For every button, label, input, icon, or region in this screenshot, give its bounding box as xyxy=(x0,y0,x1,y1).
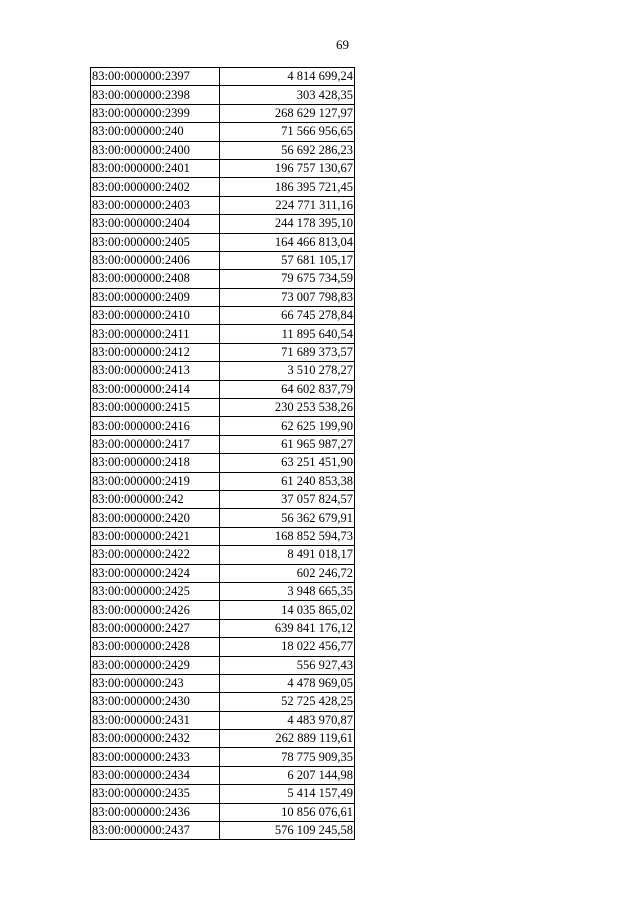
cadastral-number-cell: 83:00:000000:2399 xyxy=(91,104,220,122)
cadastral-number-cell: 83:00:000000:240 xyxy=(91,123,220,141)
cadastral-value-cell: 8 491 018,17 xyxy=(220,546,355,564)
cadastral-value-cell: 168 852 594,73 xyxy=(220,527,355,545)
cadastral-number-cell: 83:00:000000:2437 xyxy=(91,822,220,840)
cadastral-value-cell: 10 856 076,61 xyxy=(220,803,355,821)
cadastral-value-cell: 62 625 199,90 xyxy=(220,417,355,435)
cadastral-number-cell: 83:00:000000:2427 xyxy=(91,619,220,637)
cadastral-number-cell: 83:00:000000:2418 xyxy=(91,454,220,472)
cadastral-value-cell: 268 629 127,97 xyxy=(220,104,355,122)
table-row xyxy=(91,380,355,398)
table-row xyxy=(91,123,355,141)
table-row xyxy=(91,803,355,821)
table-row xyxy=(91,490,355,508)
cadastral-number-cell: 83:00:000000:2419 xyxy=(91,472,220,490)
table-row xyxy=(91,601,355,619)
table-row xyxy=(91,233,355,251)
cadastral-value-cell: 18 022 456,77 xyxy=(220,638,355,656)
cadastral-value-cell: 61 965 987,27 xyxy=(220,435,355,453)
table-row xyxy=(91,362,355,380)
table-row xyxy=(91,693,355,711)
cadastral-value-cell: 164 466 813,04 xyxy=(220,233,355,251)
cadastral-value-cell: 73 007 798,83 xyxy=(220,288,355,306)
cadastral-value-cell: 3 510 278,27 xyxy=(220,362,355,380)
cadastral-value-cell: 71 566 956,65 xyxy=(220,123,355,141)
cadastral-number-cell: 83:00:000000:2425 xyxy=(91,582,220,600)
table-row xyxy=(91,141,355,159)
cadastral-number-cell: 83:00:000000:2398 xyxy=(91,86,220,104)
table-row xyxy=(91,178,355,196)
table-row xyxy=(91,343,355,361)
table-row xyxy=(91,656,355,674)
cadastral-value-cell: 196 757 130,67 xyxy=(220,159,355,177)
table-row xyxy=(91,730,355,748)
table-row xyxy=(91,104,355,122)
cadastral-value-cell: 186 395 721,45 xyxy=(220,178,355,196)
cadastral-value-cell: 639 841 176,12 xyxy=(220,619,355,637)
table-row xyxy=(91,748,355,766)
cadastral-number-cell: 83:00:000000:2409 xyxy=(91,288,220,306)
table-row xyxy=(91,159,355,177)
cadastral-value-cell: 79 675 734,59 xyxy=(220,270,355,288)
cadastral-number-cell: 83:00:000000:2404 xyxy=(91,215,220,233)
cadastral-number-cell: 83:00:000000:2430 xyxy=(91,693,220,711)
cadastral-number-cell: 83:00:000000:2414 xyxy=(91,380,220,398)
page-number: 69 xyxy=(336,37,349,52)
cadastral-value-cell: 71 689 373,57 xyxy=(220,343,355,361)
table-row xyxy=(91,399,355,417)
cadastral-number-cell: 83:00:000000:2431 xyxy=(91,711,220,729)
cadastral-value-cell: 56 692 286,23 xyxy=(220,141,355,159)
cadastral-value-cell: 230 253 538,26 xyxy=(220,399,355,417)
cadastral-value-cell: 56 362 679,91 xyxy=(220,509,355,527)
cadastral-number-cell: 83:00:000000:2412 xyxy=(91,343,220,361)
cadastral-value-cell: 262 889 119,61 xyxy=(220,730,355,748)
cadastral-value-cell: 4 478 969,05 xyxy=(220,674,355,692)
cadastral-number-cell: 83:00:000000:2436 xyxy=(91,803,220,821)
table-row xyxy=(91,564,355,582)
table-row xyxy=(91,288,355,306)
cadastral-value-cell: 63 251 451,90 xyxy=(220,454,355,472)
cadastral-number-cell: 83:00:000000:2429 xyxy=(91,656,220,674)
cadastral-number-cell: 83:00:000000:2422 xyxy=(91,546,220,564)
cadastral-number-cell: 83:00:000000:242 xyxy=(91,490,220,508)
cadastral-number-cell: 83:00:000000:2406 xyxy=(91,251,220,269)
table-row xyxy=(91,711,355,729)
table-row xyxy=(91,417,355,435)
cadastral-number-cell: 83:00:000000:2401 xyxy=(91,159,220,177)
cadastral-number-cell: 83:00:000000:2420 xyxy=(91,509,220,527)
table-row xyxy=(91,196,355,214)
cadastral-number-cell: 83:00:000000:2434 xyxy=(91,766,220,784)
cadastral-value-cell: 66 745 278,84 xyxy=(220,307,355,325)
cadastral-number-cell: 83:00:000000:2416 xyxy=(91,417,220,435)
cadastral-value-cell: 64 602 837,79 xyxy=(220,380,355,398)
cadastral-number-cell: 83:00:000000:2428 xyxy=(91,638,220,656)
table-row xyxy=(91,307,355,325)
cadastral-number-cell: 83:00:000000:2421 xyxy=(91,527,220,545)
cadastral-number-cell: 83:00:000000:2397 xyxy=(91,68,220,86)
cadastral-number-cell: 83:00:000000:2402 xyxy=(91,178,220,196)
table-row xyxy=(91,527,355,545)
table-row xyxy=(91,785,355,803)
cadastral-number-cell: 83:00:000000:2426 xyxy=(91,601,220,619)
cadastral-number-cell: 83:00:000000:2405 xyxy=(91,233,220,251)
cadastral-number-cell: 83:00:000000:2411 xyxy=(91,325,220,343)
table-row xyxy=(91,270,355,288)
table-row xyxy=(91,509,355,527)
cadastral-value-cell: 11 895 640,54 xyxy=(220,325,355,343)
cadastral-value-cell: 244 178 395,10 xyxy=(220,215,355,233)
cadastral-value-cell: 4 814 699,24 xyxy=(220,68,355,86)
table-row xyxy=(91,822,355,840)
table-row xyxy=(91,582,355,600)
cadastral-value-cell: 78 775 909,35 xyxy=(220,748,355,766)
cadastral-value-cell: 6 207 144,98 xyxy=(220,766,355,784)
table-row xyxy=(91,619,355,637)
cadastral-number-cell: 83:00:000000:2410 xyxy=(91,307,220,325)
table-row xyxy=(91,215,355,233)
cadastral-number-cell: 83:00:000000:2413 xyxy=(91,362,220,380)
cadastral-value-cell: 57 681 105,17 xyxy=(220,251,355,269)
cadastral-value-cell: 576 109 245,58 xyxy=(220,822,355,840)
table-row xyxy=(91,674,355,692)
cadastral-number-cell: 83:00:000000:2433 xyxy=(91,748,220,766)
cadastral-number-cell: 83:00:000000:243 xyxy=(91,674,220,692)
table-body xyxy=(91,68,355,840)
cadastral-number-cell: 83:00:000000:2408 xyxy=(91,270,220,288)
table-row xyxy=(91,766,355,784)
cadastral-number-cell: 83:00:000000:2415 xyxy=(91,399,220,417)
cadastral-value-cell: 4 483 970,87 xyxy=(220,711,355,729)
cadastral-value-cell: 14 035 865,02 xyxy=(220,601,355,619)
cadastral-value-cell: 556 927,43 xyxy=(220,656,355,674)
cadastral-value-table xyxy=(90,67,355,840)
table-row xyxy=(91,251,355,269)
cadastral-value-cell: 224 771 311,16 xyxy=(220,196,355,214)
cadastral-number-cell: 83:00:000000:2424 xyxy=(91,564,220,582)
table-row xyxy=(91,546,355,564)
cadastral-value-cell: 61 240 853,38 xyxy=(220,472,355,490)
table-row xyxy=(91,435,355,453)
table-row xyxy=(91,86,355,104)
cadastral-value-cell: 5 414 157,49 xyxy=(220,785,355,803)
cadastral-value-cell: 602 246,72 xyxy=(220,564,355,582)
cadastral-value-cell: 3 948 665,35 xyxy=(220,582,355,600)
cadastral-value-cell: 303 428,35 xyxy=(220,86,355,104)
table-row xyxy=(91,638,355,656)
cadastral-number-cell: 83:00:000000:2400 xyxy=(91,141,220,159)
cadastral-value-cell: 52 725 428,25 xyxy=(220,693,355,711)
cadastral-number-cell: 83:00:000000:2435 xyxy=(91,785,220,803)
cadastral-number-cell: 83:00:000000:2432 xyxy=(91,730,220,748)
table-row xyxy=(91,68,355,86)
cadastral-value-cell: 37 057 824,57 xyxy=(220,490,355,508)
cadastral-number-cell: 83:00:000000:2417 xyxy=(91,435,220,453)
cadastral-number-cell: 83:00:000000:2403 xyxy=(91,196,220,214)
table-row xyxy=(91,325,355,343)
table-row xyxy=(91,454,355,472)
table-row xyxy=(91,472,355,490)
